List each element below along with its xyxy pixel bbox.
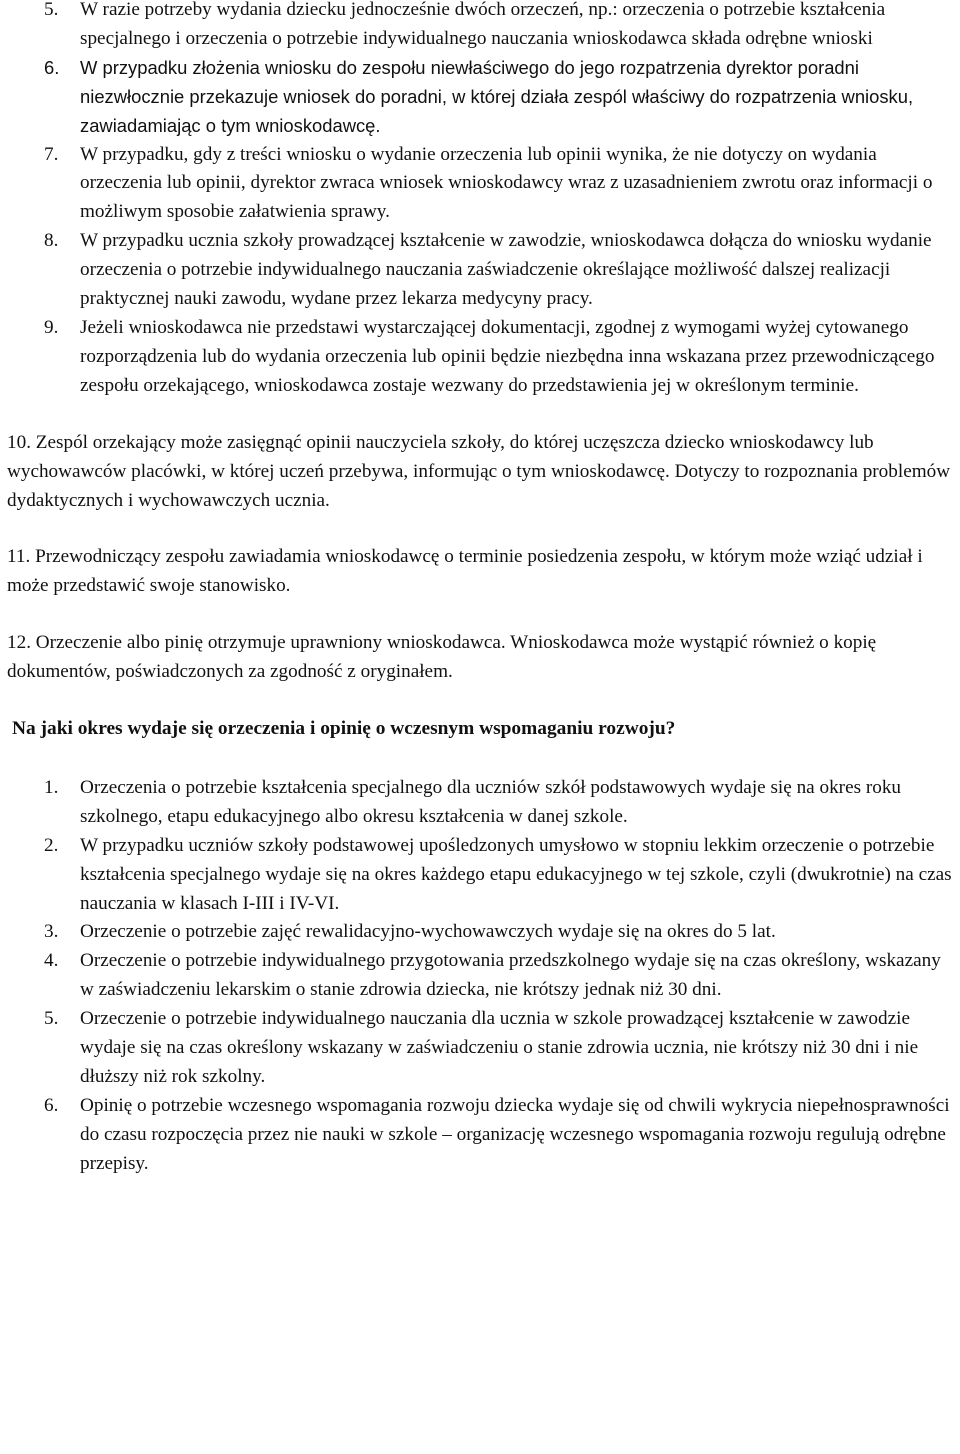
item-text: Opinię o potrzebie wczesnego wspomagania rozwoju dziecka wydaje się od chwili wykrycia niepełnosprawności do czasu rozpoczęcia przez nie nauki w szkole – organizację wczesnego wspomagania rozwoju regulują odrębne przepisy. <box>80 1094 950 1174</box>
item-text: W przypadku złożenia wniosku do zespołu niewłaściwego do jego rozpatrzenia dyrektor poradni niezwłocznie przekazuje wniosek do poradni, w której działa zespól właściwy do rozpatrzenia wniosku, zawiadamiając o tym wnioskodawcę. <box>80 56 914 136</box>
paragraph-11: 11. Przewodniczący zespołu zawiadamia wnioskodawcę o terminie posiedzenia zespołu, w którym może wziąć udział i może przedstawić swoje stanowisko. <box>7 546 923 597</box>
item-text: Orzeczenia o potrzebie kształcenia specjalnego dla uczniów szkół podstawowych wydaje się na okres roku szkolnego, etapu edukacyjnego albo okresu kształcenia w danej szkole. <box>80 776 902 827</box>
item-text: Orzeczenie o potrzebie indywidualnego przygotowania przedszkolnego wydaje się na czas określony, wskazany w zaświadczeniu lekarskim o stanie zdrowia dziecka, nie krótszy jednak niż 30 dni. <box>80 950 941 1001</box>
item-number: 3. <box>44 921 59 943</box>
item-text: Jeżeli wnioskodawca nie przedstawi wystarczającej dokumentacji, zgodnej z wymogami wyżej cytowanego rozporządzenia lub do wydania orzeczenia lub opinii będzie niezbędna inna wskazana przez przewodniczącego zespołu orzekającego, wnioskodawca zostaje wezwany do przedstawienia jej w określonym terminie. <box>80 316 935 396</box>
validity-list <box>0 774 960 1179</box>
item-number: 8. <box>44 230 59 252</box>
item-text: Orzeczenie o potrzebie zajęć rewalidacyjno-wychowawczych wydaje się na okres do 5 lat. <box>80 921 776 943</box>
spacer <box>0 515 960 543</box>
list-item <box>0 947 960 1005</box>
item-number: 6. <box>44 56 60 78</box>
item-text: W razie potrzeby wydania dziecku jednocześnie dwóch orzeczeń, np.: orzeczenia o potrzebie kształcenia specjalnego i orzeczenia o potrzebie indywidualnego nauczania wnioskodawca składa odrębne wnioski <box>80 0 886 49</box>
spacer <box>0 601 960 629</box>
paragraph-12: 12. Orzeczenie albo pinię otrzymuje uprawniony wnioskodawca. Wnioskodawca może wystąpić również o kopię dokumentów, poświadczonych za zgodność z oryginałem. <box>7 632 877 683</box>
list-item <box>0 832 960 919</box>
item-number: 5. <box>44 1008 59 1030</box>
item-number: 2. <box>44 834 59 856</box>
item-text: W przypadku ucznia szkoły prowadzącej kształcenie w zawodzie, wnioskodawca dołącza do wniosku wydanie orzeczenia o potrzebie indywidualnego nauczania zaświadczenie określające możliwość dalszej realizacji praktycznej nauki zawodu, wydane przez lekarza medycyny pracy. <box>80 230 932 310</box>
paragraph-10: 10. Zespól orzekający może zasięgnąć opinii nauczyciela szkoły, do której uczęszcza dziecko wnioskodawcy lub wychowawców placówki, w której uczeń przebywa, informując o tym wnioskodawcę. Dotyczy to rozpoznania problemów dydaktycznych i wychowawczych ucznia. <box>7 431 951 511</box>
item-number: 1. <box>44 776 59 798</box>
item-text: W przypadku, gdy z treści wniosku o wydanie orzeczenia lub opinii wynika, że nie dotyczy on wydania orzeczenia lub opinii, dyrektor zwraca wniosek wnioskodawcy wraz z uzasadnieniem zwrotu oraz informacji o możliwym sposobie załatwienia sprawy. <box>80 143 933 223</box>
item-number: 9. <box>44 316 59 338</box>
item-text: Orzeczenie o potrzebie indywidualnego nauczania dla ucznia w szkole prowadzącej kształcenie w zawodzie wydaje się na czas określony wskazany w zaświadczeniu o stanie zdrowia ucznia, nie krótszy niż 30 dni i nie dłuższy niż rok szkolny. <box>80 1008 919 1087</box>
spacer <box>0 744 960 774</box>
list-item <box>0 314 960 401</box>
list-item <box>0 918 960 947</box>
item-number: 4. <box>44 950 59 972</box>
list-item <box>0 1092 960 1179</box>
item-text: W przypadku uczniów szkoły podstawowej upośledzonych umysłowo w stopniu lekkim orzeczenie o potrzebie kształcenia specjalnego wydaje się na okres każdego etapu edukacyjnego w tej szkole, czyli (dwukrotnie) na czas nauczania w klasach I-III i IV-VI. <box>80 834 952 914</box>
list-item <box>0 774 960 832</box>
item-number: 7. <box>44 143 59 165</box>
spacer <box>0 401 960 429</box>
list-item <box>0 141 960 228</box>
list-item <box>0 1005 960 1092</box>
procedure-list <box>0 0 960 401</box>
list-item <box>0 0 960 54</box>
section-heading: Na jaki okres wydaje się orzeczenia i opinię o wczesnym wspomaganiu rozwoju? <box>12 718 676 740</box>
item-number: 6. <box>44 1094 59 1116</box>
item-number: 5. <box>44 0 59 20</box>
list-item <box>0 54 960 141</box>
list-item <box>0 227 960 314</box>
spacer <box>0 687 960 715</box>
